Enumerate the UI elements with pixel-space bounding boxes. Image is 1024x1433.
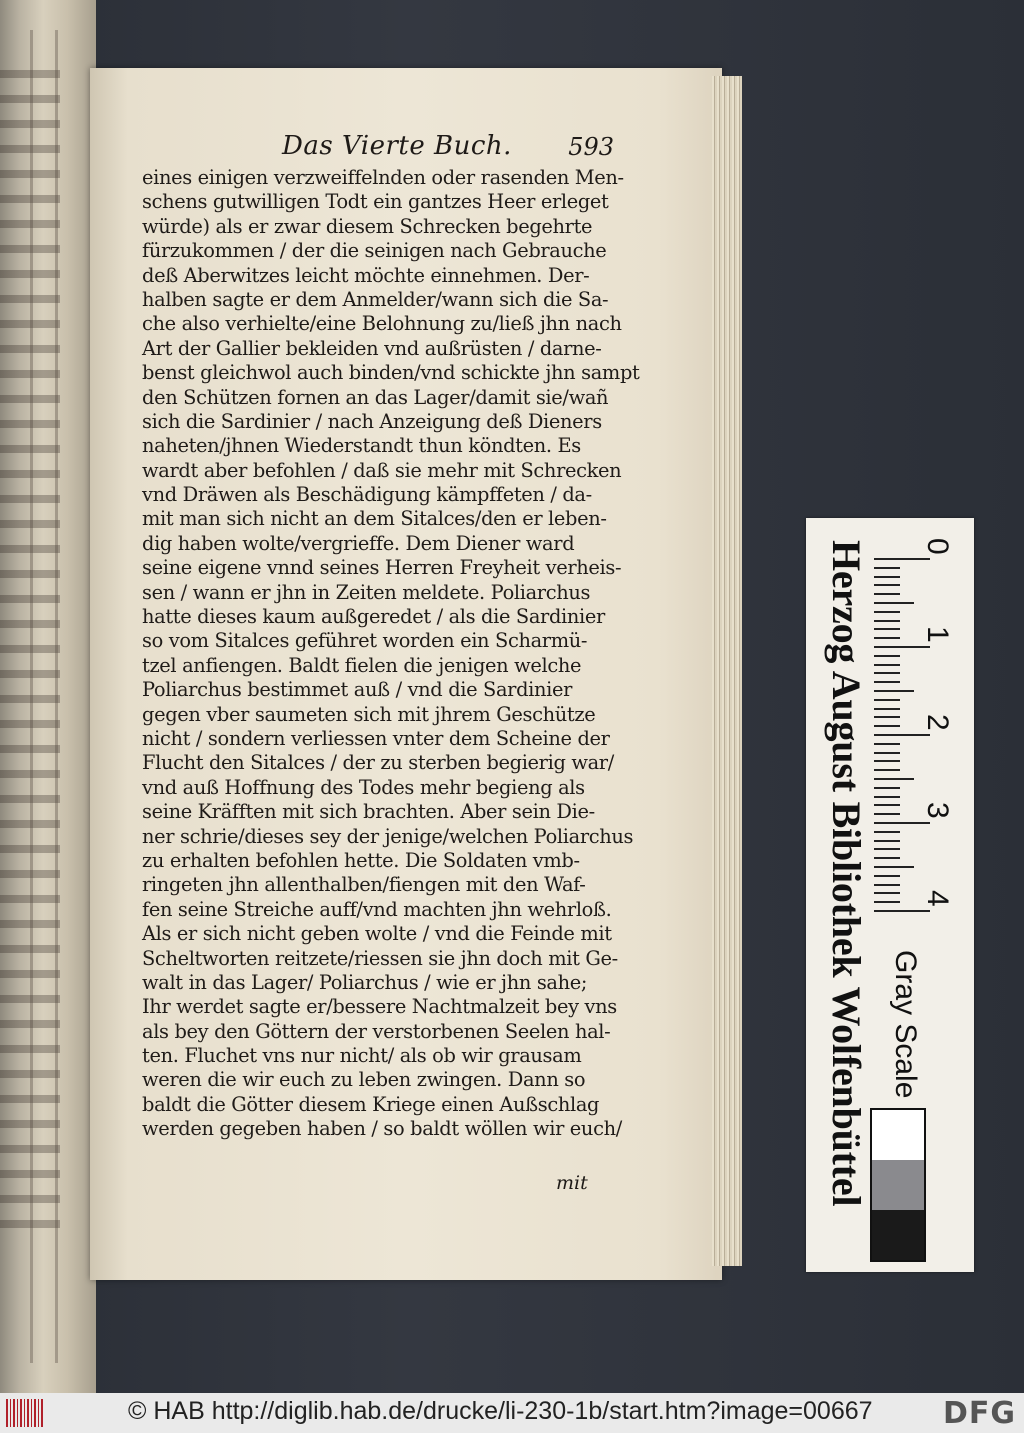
text-line: fen seine Streiche auff/vnd machten jhn wehrloß. — [142, 897, 612, 921]
ruler-tick — [874, 708, 900, 710]
text-line: ringeten jhn allenthalben/fiengen mit den Waf- — [142, 873, 586, 897]
ruler-tick — [874, 813, 900, 815]
ruler-tick — [874, 672, 900, 674]
text-line: seine Kräfften mit sich brachten. Aber sein Die- — [142, 800, 595, 824]
text-line: nicht / sondern verliessen vnter dem Scheine der — [142, 726, 610, 750]
ruler-tick — [874, 716, 900, 718]
footer-bar — [0, 1393, 1024, 1433]
text-line: seine eigene vnnd seines Herren Freyheit verheis- — [142, 556, 622, 580]
ruler-number: 1 — [921, 626, 954, 643]
ruler-tick — [874, 857, 900, 859]
ruler-tick — [874, 892, 900, 894]
ruler-tick — [874, 752, 900, 754]
ruler-number: 3 — [921, 802, 954, 819]
text-line: schens gutwilligen Todt ein gantzes Heer erleget — [142, 190, 609, 214]
text-line: sen / wann er jhn in Zeiten meldete. Poliarchus — [142, 580, 591, 604]
ruler-tick — [874, 743, 900, 745]
ruler-tick — [874, 910, 930, 912]
text-line: würde) als er zwar diesem Schrecken begehrte — [142, 214, 593, 238]
text-line: deß Aberwitzes leicht möchte einnehmen. Der- — [142, 263, 590, 287]
gray-scale-label: Gray Scale — [889, 950, 922, 1099]
ruler-tick — [874, 628, 900, 630]
text-line: ten. Fluchet vns nur nicht/ als ob wir grausam — [142, 1044, 582, 1068]
text-line: weren die wir euch zu leben zwingen. Dann so — [142, 1068, 586, 1092]
ruler-tick — [874, 875, 900, 877]
dfg-logo: DFG — [942, 1396, 1016, 1431]
text-line: Poliarchus bestimmet auß / vnd die Sardinier — [142, 678, 573, 702]
page-edge-line — [55, 30, 58, 1363]
copyright-link[interactable]: © HAB http://diglib.hab.de/drucke/li-230-1b/start.htm?image=00667 — [128, 1397, 873, 1425]
text-line: so vom Sitalces geführet worden ein Scharmü- — [142, 629, 588, 653]
text-line: werden gegeben haben / so baldt wöllen wir euch/ — [142, 1117, 622, 1141]
ruler-tick — [874, 848, 900, 850]
ruler-number: 2 — [921, 714, 954, 731]
running-head: Das Vierte Buch. — [282, 131, 512, 161]
ruler-tick — [874, 796, 900, 798]
text-line: sich die Sardinier / nach Anzeigung deß Dieners — [142, 409, 602, 433]
text-line: tzel anfiengen. Baldt fielen die jenigen welche — [142, 653, 582, 677]
left-page-stack — [0, 0, 96, 1393]
page-edge-line — [30, 30, 33, 1363]
ruler-tick — [874, 655, 900, 657]
ruler-tick — [874, 901, 900, 903]
page-header — [282, 131, 622, 165]
ruler-tick — [874, 778, 914, 780]
text-line: naheten/jhnen Wiederstandt thun köndten. Es — [142, 434, 581, 458]
ruler-tick — [874, 734, 930, 736]
text-line: benst gleichwol auch binden/vnd schickte jhn sampt — [142, 361, 640, 385]
text-line: che also verhielte/eine Belohnung zu/ließ jhn nach — [142, 312, 622, 336]
text-line: gegen vber saumeten sich mit jhrem Geschütze — [142, 702, 596, 726]
text-line: als bey den Göttern der verstorbenen Seelen hal- — [142, 1019, 611, 1043]
ruler-tick — [874, 787, 900, 789]
ruler-tick — [874, 681, 900, 683]
ruler-tick — [874, 804, 900, 806]
text-line: den Schützen fornen an das Lager/damit sie/wañ — [142, 385, 609, 409]
text-line: vnd auß Hoffnung des Todes mehr begieng als — [142, 775, 585, 799]
ruler-tick — [874, 646, 930, 648]
page-body-text — [142, 166, 640, 1142]
ruler-tick — [874, 840, 900, 842]
text-line: Art der Gallier bekleiden vnd außrüsten / darne- — [142, 336, 602, 360]
ruler-number: 0 — [921, 538, 954, 555]
text-line: Ihr werdet sagte er/bessere Nachtmalzeit bey vns — [142, 995, 617, 1019]
text-line: eines einigen verzweiffelnden oder rasenden Men- — [142, 166, 624, 189]
ruler-number: 4 — [921, 890, 954, 907]
catchword: mit — [556, 1172, 588, 1194]
text-line: Flucht den Sitalces / der zu sterben begierig war/ — [142, 751, 614, 775]
ruler-tick — [874, 884, 900, 886]
hab-logo-icon — [6, 1399, 44, 1427]
ruler-tick — [874, 822, 930, 824]
text-line: mit man sich nicht an dem Sitalces/den er leben- — [142, 507, 607, 531]
ruler-tick — [874, 725, 900, 727]
gray-swatch — [872, 1210, 924, 1260]
gray-swatch — [872, 1110, 924, 1160]
ruler-tick — [874, 637, 900, 639]
ruler-tick — [874, 760, 900, 762]
text-line: Scheltworten reitzete/riessen sie jhn doch mit Ge- — [142, 946, 618, 970]
text-line: dig haben wolte/vergrieffe. Dem Diener ward — [142, 531, 575, 555]
text-line: halben sagte er dem Anmelder/wann sich die Sa- — [142, 287, 609, 311]
ruler-tick — [874, 576, 900, 578]
text-line: vnd Dräwen als Beschädigung kämpffeten / da- — [142, 483, 592, 507]
page-fore-edge — [712, 76, 742, 1266]
institution-name: Herzog August Bibliothek Wolfenbüttel — [824, 540, 869, 1207]
text-line: walt in das Lager/ Poliarchus / wie er jhn sahe; — [142, 970, 588, 994]
text-line: Als er sich nicht geben wolte / vnd die Feinde mit — [142, 922, 612, 946]
ruler-tick — [874, 602, 914, 604]
text-line: ner schrie/dieses sey der jenige/welchen Poliarchus — [142, 824, 634, 848]
page-number: 593 — [568, 133, 614, 161]
text-line: baldt die Götter diesem Kriege einen Außschlag — [142, 1092, 600, 1116]
ruler-tick — [874, 769, 900, 771]
text-line: wardt aber befohlen / daß sie mehr mit Schrecken — [142, 458, 622, 482]
ruler-tick — [874, 558, 930, 560]
ruler-tick — [874, 690, 914, 692]
ruler-tick — [874, 831, 900, 833]
ruler-tick — [874, 584, 900, 586]
ruler-tick — [874, 567, 900, 569]
text-line: zu erhalten befohlen hette. Die Soldaten vmb- — [142, 848, 580, 872]
scale-card — [806, 518, 974, 1272]
ruler-tick — [874, 593, 900, 595]
gray-scale-swatches — [870, 1108, 926, 1262]
ruler-tick — [874, 664, 900, 666]
ruler-tick — [874, 699, 900, 701]
text-line: hatte dieses kaum außgeredet / als die Sardinier — [142, 605, 605, 629]
ruler-tick — [874, 866, 914, 868]
text-line: fürzukommen / der die seinigen nach Gebrauche — [142, 239, 607, 263]
ruler-tick — [874, 620, 900, 622]
ruler-tick — [874, 611, 900, 613]
gray-swatch — [872, 1160, 924, 1210]
ruler — [874, 538, 954, 938]
